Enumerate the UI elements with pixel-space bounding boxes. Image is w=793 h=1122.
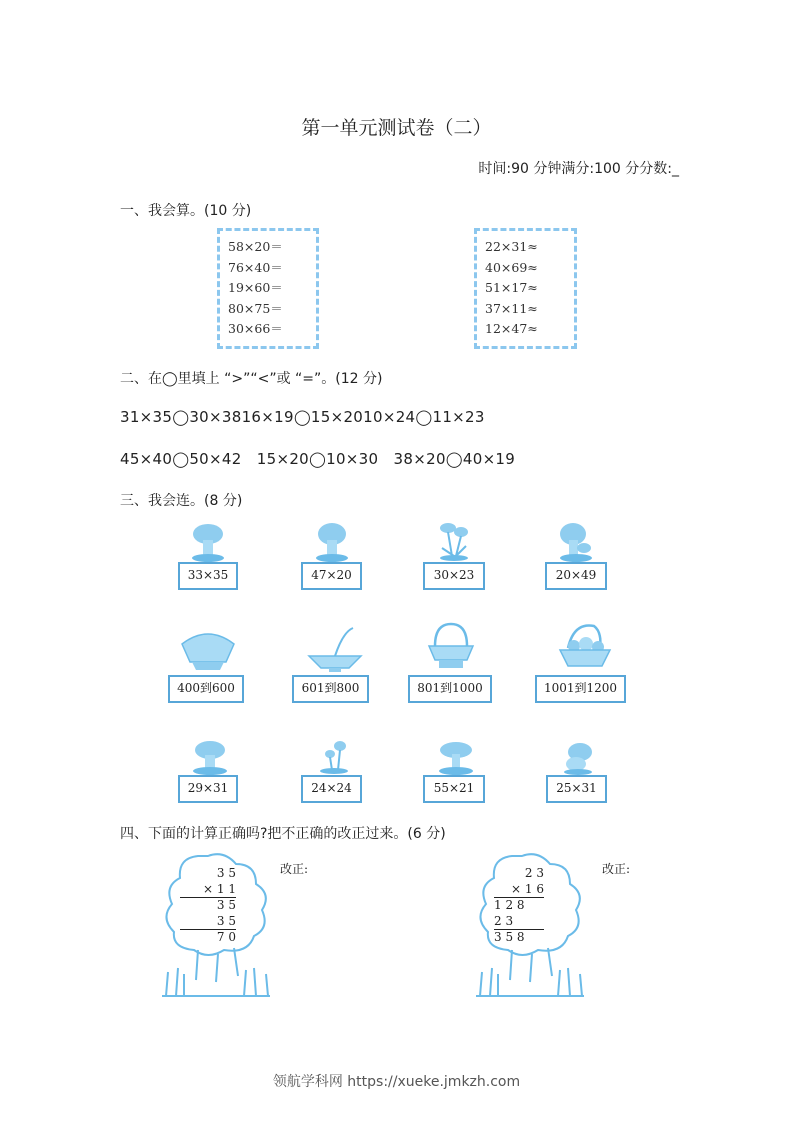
flower-mushroom-icon	[434, 520, 474, 562]
estimate-item: 22×31≈	[485, 239, 538, 254]
label-range[interactable]: 801到1000	[408, 675, 492, 703]
label-mult[interactable]: 33×35	[178, 562, 238, 590]
page-title: 第一单元测试卷（二）	[301, 117, 492, 139]
section-4-heading: 四、下面的计算正确吗?把不正确的改正过来。(6 分)	[120, 826, 446, 842]
fruit-basket-icon	[554, 620, 614, 674]
label-mult[interactable]: 25×31	[546, 775, 607, 803]
calc-line: × 1 1	[180, 882, 236, 899]
footer-watermark: 领航学科网 https://xueke.jmkzh.com	[272, 1074, 521, 1090]
estimate-item: 51×17≈	[485, 280, 538, 295]
label-mult[interactable]: 20×49	[545, 562, 607, 590]
vertical-calc-2	[494, 866, 544, 946]
compare-line-2: 45×40◯50×42 15×20◯10×30 38×20◯40×19	[120, 450, 516, 468]
calc-item: 19×60＝	[228, 280, 283, 295]
calc-line: × 1 6	[494, 882, 544, 899]
section-3-heading: 三、我会连。(8 分)	[120, 493, 243, 509]
label-mult[interactable]: 30×23	[423, 562, 485, 590]
basket-icon	[178, 622, 238, 674]
calc-line: 3 5	[216, 898, 236, 912]
small-mushrooms-icon	[314, 738, 354, 776]
section-1-heading: 一、我会算。(10 分)	[120, 203, 252, 219]
estimate-item: 12×47≈	[485, 321, 538, 336]
basket-icon	[305, 626, 365, 674]
estimate-item: 37×11≈	[485, 300, 538, 316]
exam-meta: 时间:90 分钟满分:100 分分数:_	[478, 161, 679, 177]
exact-calc-box	[217, 228, 319, 349]
mushroom-icon	[558, 738, 598, 776]
label-mult[interactable]: 29×31	[178, 775, 238, 803]
calc-line: 3 5 8	[494, 930, 525, 944]
label-range[interactable]: 400到600	[168, 675, 244, 703]
mushroom-icon	[436, 738, 476, 776]
calc-line: 7 0	[216, 930, 236, 944]
calc-line: 1 2 8	[494, 898, 525, 912]
basket-icon	[423, 620, 479, 674]
calc-line: 3 5	[216, 866, 236, 880]
label-mult[interactable]: 47×20	[301, 562, 362, 590]
mushroom-icon	[188, 520, 228, 562]
estimate-item: 40×69≈	[485, 259, 538, 275]
label-mult[interactable]: 24×24	[301, 775, 362, 803]
label-range[interactable]: 1001到1200	[535, 675, 626, 703]
calc-line: 2 3	[494, 914, 544, 931]
mushroom-icon	[190, 738, 230, 776]
section-2-heading: 二、在◯里填上 “>”“<”或 “=”。(12 分)	[120, 371, 383, 387]
correction-label: 改正:	[280, 862, 309, 876]
calc-line: 3 5	[180, 914, 236, 931]
correction-label: 改正:	[602, 862, 631, 876]
calc-item: 76×40＝	[228, 259, 283, 275]
estimate-calc-box	[474, 228, 577, 349]
calc-item: 58×20＝	[228, 239, 283, 254]
mushroom-icon	[312, 520, 352, 562]
calc-line: 2 3	[524, 866, 544, 880]
label-range[interactable]: 601到800	[292, 675, 369, 703]
vertical-calc-1	[180, 866, 236, 946]
compare-line-1: 31×35◯30×3816×19◯15×2010×24◯11×23	[120, 408, 485, 426]
label-mult[interactable]: 55×21	[423, 775, 485, 803]
mushroom-icon	[556, 520, 596, 562]
calc-item: 30×66＝	[228, 321, 283, 336]
calc-item: 80×75＝	[228, 300, 283, 316]
